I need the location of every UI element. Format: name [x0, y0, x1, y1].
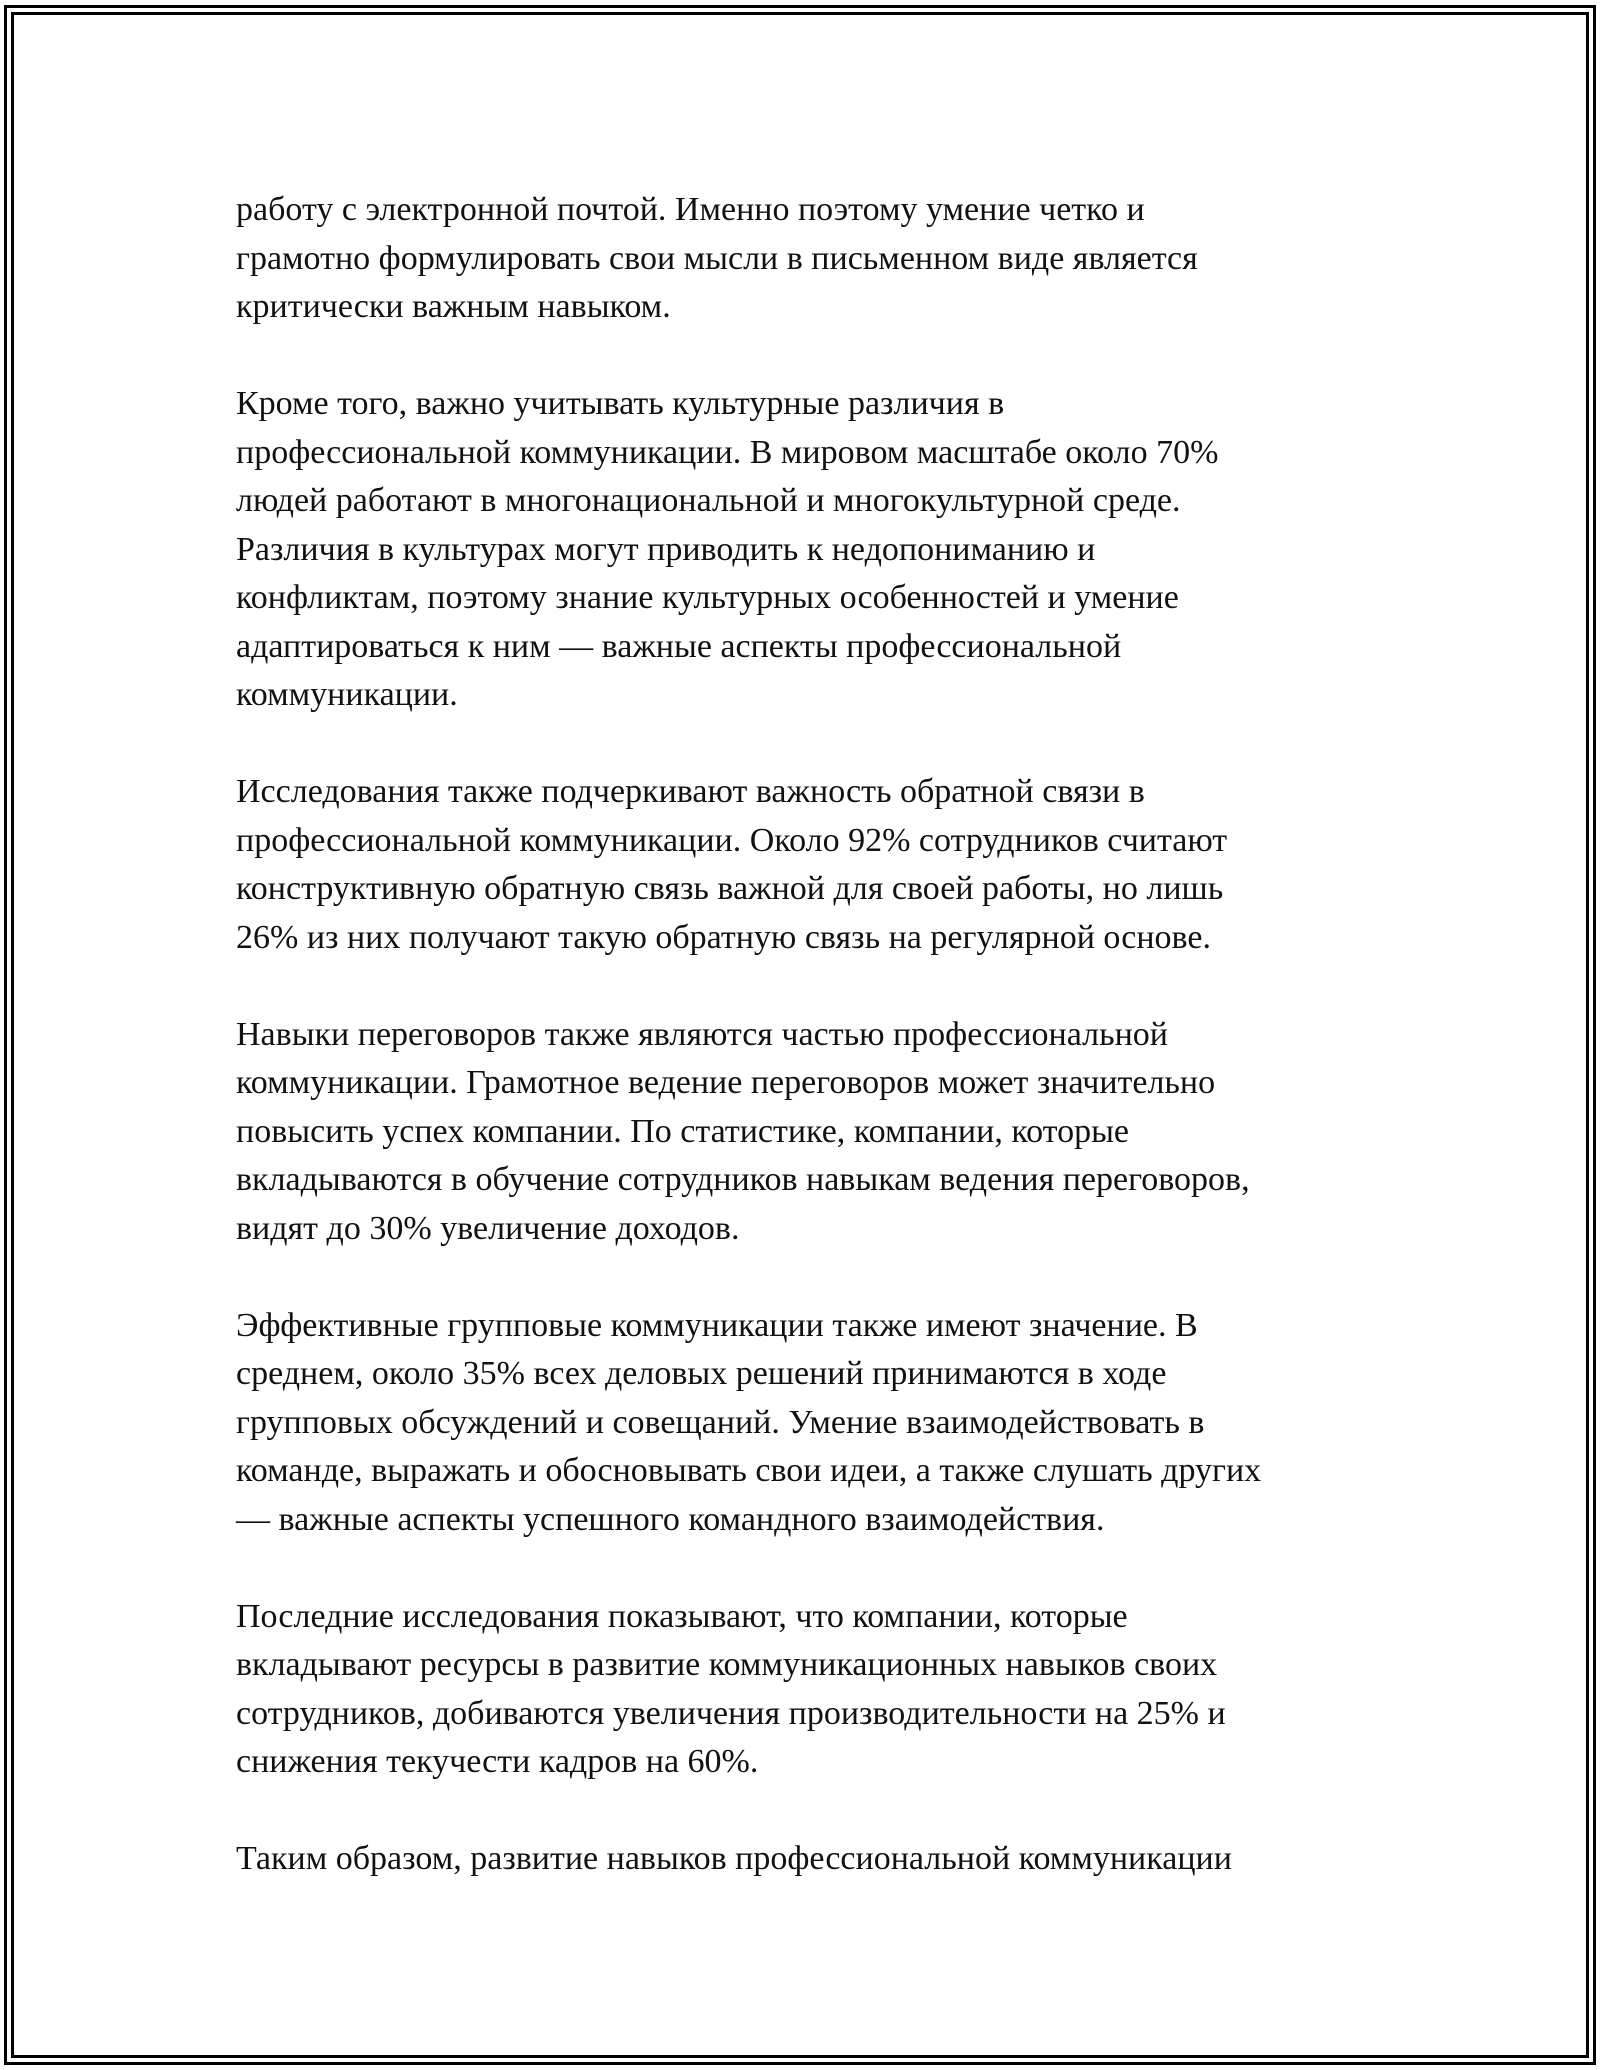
- text-line: среднем, около 35% всех деловых решений принимаются в ходе: [236, 1355, 1167, 1392]
- paragraph-email-writing: [236, 186, 1366, 332]
- text-line: Исследования также подчеркивают важность обратной связи в: [236, 773, 1145, 810]
- text-line: Таким образом, развитие навыков профессиональной коммуникации: [236, 1840, 1232, 1877]
- text-line: видят до 30% увеличение доходов.: [236, 1209, 740, 1247]
- text-line: Эффективные групповые коммуникации также имеют значение. В: [236, 1306, 1198, 1344]
- paragraph-group-communication: [236, 1302, 1366, 1545]
- paragraph-feedback: [236, 768, 1366, 962]
- text-line: людей работают в многонациональной и многокультурной среде.: [236, 482, 1181, 519]
- text-line: — важные аспекты успешного командного взаимодействия.: [236, 1500, 1105, 1538]
- document-body: [236, 186, 1366, 1932]
- text-line: коммуникации.: [236, 676, 458, 713]
- paragraph-conclusion: [236, 1835, 1366, 1884]
- paragraph-recent-research: [236, 1593, 1366, 1787]
- text-line: адаптироваться к ним — важные аспекты профессиональной: [236, 627, 1122, 665]
- text-line: профессиональной коммуникации. В мировом масштабе около 70%: [236, 433, 1219, 471]
- text-line: Последние исследования показывают, что компании, которые: [236, 1597, 1128, 1635]
- text-line: конструктивную обратную связь важной для своей работы, но лишь: [236, 870, 1224, 907]
- text-line: профессиональной коммуникации. Около 92% сотрудников считают: [236, 821, 1228, 859]
- text-line: вкладывают ресурсы в развитие коммуникационных навыков своих: [236, 1646, 1218, 1683]
- text-line: 26% из них получают такую обратную связь на регулярной основе.: [236, 918, 1211, 956]
- text-line: Навыки переговоров также являются частью профессиональной: [236, 1015, 1168, 1053]
- text-line: критически важным навыком.: [236, 288, 671, 325]
- text-line: грамотно формулировать свои мысли в письменном виде является: [236, 239, 1198, 277]
- paragraph-cultural-differences: [236, 380, 1366, 720]
- text-line: Кроме того, важно учитывать культурные различия в: [236, 385, 1005, 422]
- text-line: конфликтам, поэтому знание культурных особенностей и умение: [236, 579, 1179, 616]
- text-line: групповых обсуждений и совещаний. Умение взаимодействовать в: [236, 1403, 1205, 1441]
- paragraph-negotiations: [236, 1011, 1366, 1254]
- text-line: снижения текучести кадров на 60%.: [236, 1743, 759, 1780]
- text-line: команде, выражать и обосновывать свои идеи, а также слушать других: [236, 1452, 1262, 1489]
- text-line: повысить успех компании. По статистике, компании, которые: [236, 1112, 1130, 1150]
- text-line: вкладываются в обучение сотрудников навыкам ведения переговоров,: [236, 1161, 1250, 1198]
- text-line: сотрудников, добиваются увеличения производительности на 25% и: [236, 1694, 1226, 1732]
- text-line: Различия в культурах могут приводить к недопониманию и: [236, 530, 1096, 568]
- text-line: коммуникации. Грамотное ведение переговоров может значительно: [236, 1064, 1216, 1101]
- text-line: работу с электронной почтой. Именно поэтому умение четко и: [236, 191, 1145, 228]
